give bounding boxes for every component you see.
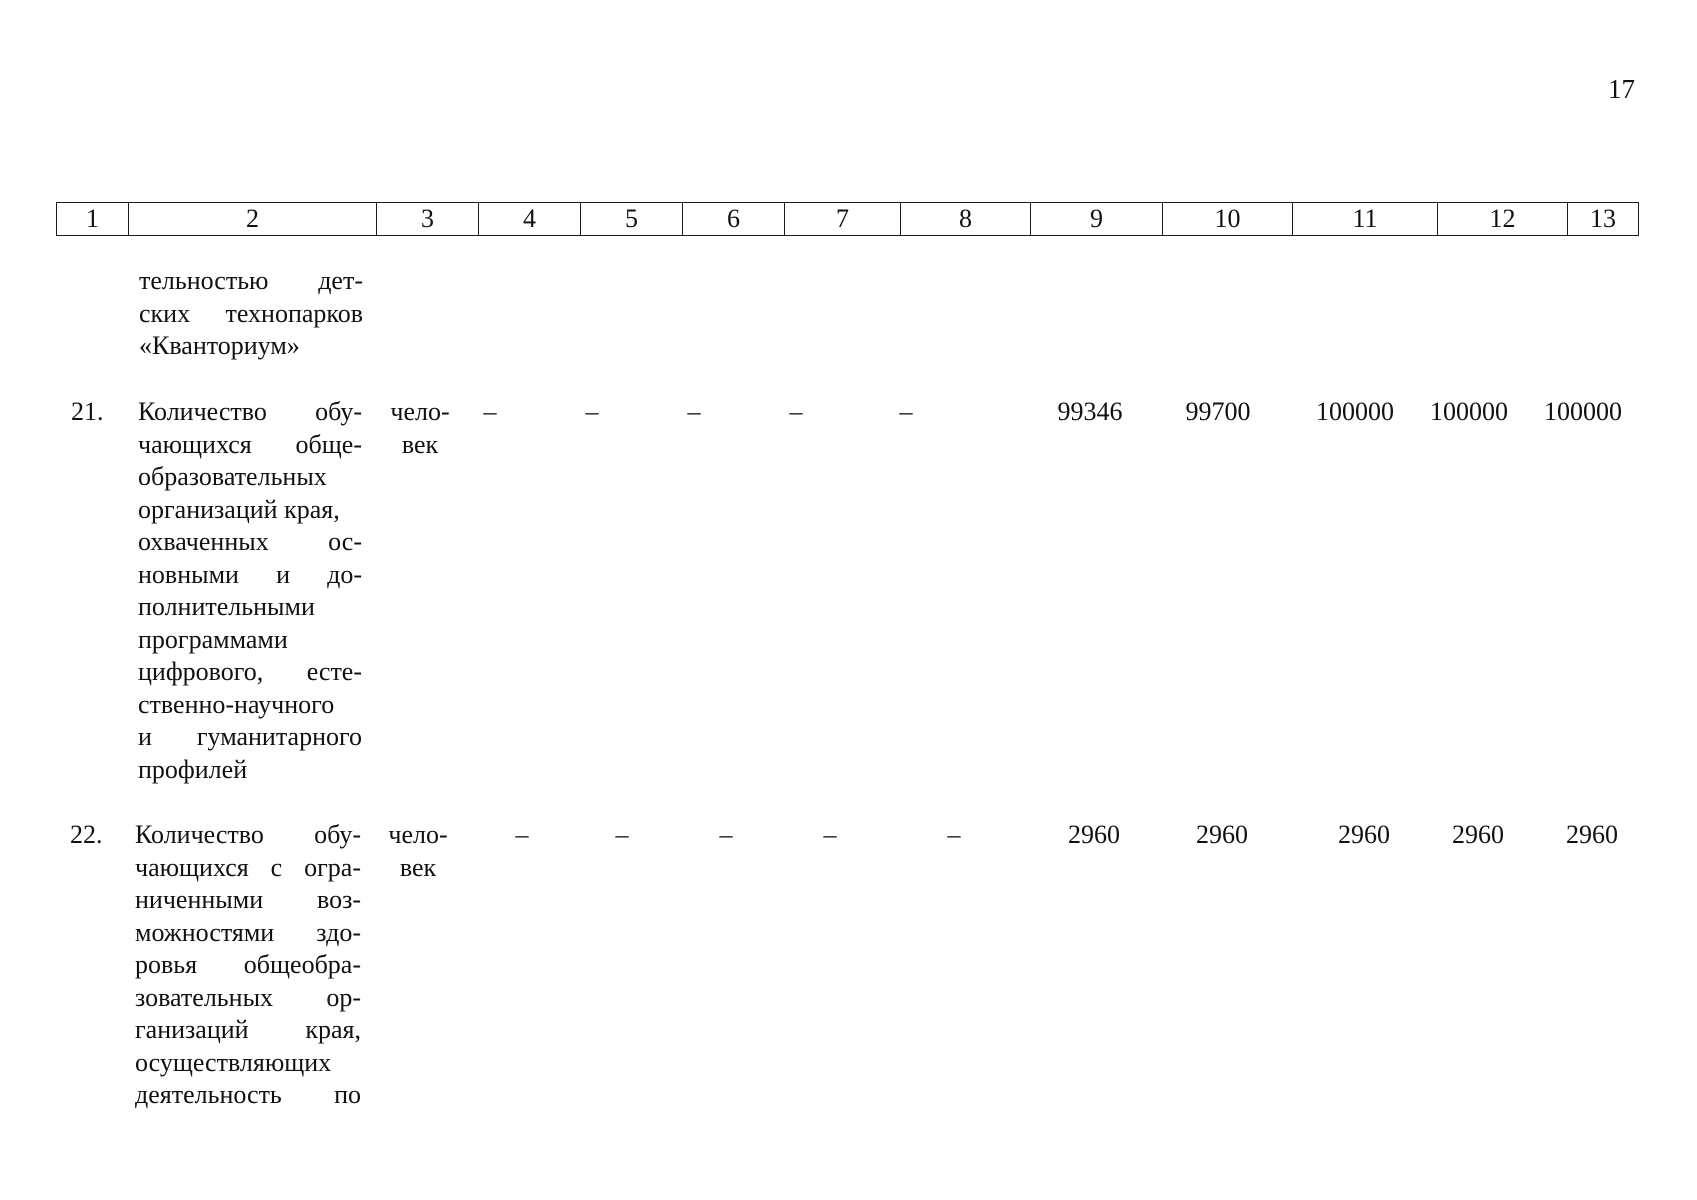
header-col-7: 7 xyxy=(785,203,901,236)
header-col-10: 10 xyxy=(1163,203,1293,236)
header-col-8: 8 xyxy=(901,203,1031,236)
value-col-7: – xyxy=(823,820,837,849)
value-col-9: 2960 xyxy=(1068,820,1120,849)
value-col-10: 99700 xyxy=(1185,397,1251,426)
name-line: ровья общеобра- xyxy=(135,950,361,979)
value-col-13: 2960 xyxy=(1566,820,1618,849)
value-col-11: 2960 xyxy=(1338,820,1390,849)
name-line: организаций края, xyxy=(138,494,340,524)
value-col-4: – xyxy=(483,397,497,426)
name-line: профилей xyxy=(138,754,248,784)
header-col-2: 2 xyxy=(129,203,377,236)
unit-line: чело- xyxy=(390,397,450,426)
name-line: охваченных ос- xyxy=(138,527,362,556)
header-col-12: 12 xyxy=(1438,203,1568,236)
name-line: чающихся обще- xyxy=(138,429,362,459)
name-line: Количество обу- xyxy=(135,820,361,849)
value-col-5: – xyxy=(585,397,599,426)
name-line: ских технопарков xyxy=(139,298,363,328)
header-col-1: 1 xyxy=(57,203,129,236)
value-col-12: 2960 xyxy=(1452,820,1504,849)
name-line: образовательных xyxy=(138,462,327,491)
name-line: ниченными воз- xyxy=(135,885,361,914)
name-line: полнительными xyxy=(138,592,315,621)
value-col-6: – xyxy=(719,820,733,849)
name-line: чающихся с огра- xyxy=(135,852,361,882)
value-col-13: 100000 xyxy=(1544,397,1622,426)
unit-line: век xyxy=(401,429,439,459)
name-line: Количество обу- xyxy=(138,397,362,426)
name-line: программами xyxy=(138,624,288,654)
value-col-12: 100000 xyxy=(1430,397,1508,426)
column-number-header xyxy=(56,202,1639,236)
name-line: можностями здо- xyxy=(135,917,361,947)
row-number: 21. xyxy=(71,397,104,426)
unit-line: чело- xyxy=(388,820,448,849)
row-number: 22. xyxy=(70,820,103,849)
name-line: осуществляющих xyxy=(135,1047,332,1077)
name-line: ганизаций края, xyxy=(135,1015,361,1044)
value-col-8: – xyxy=(899,397,913,426)
indicator-name xyxy=(135,819,361,1112)
name-line: ственно-научного xyxy=(138,689,335,719)
header-col-4: 4 xyxy=(479,203,581,236)
value-col-7: – xyxy=(789,397,803,426)
unit-of-measure xyxy=(378,819,458,884)
unit-line: век xyxy=(399,852,437,882)
header-col-5: 5 xyxy=(581,203,683,236)
header-col-13: 13 xyxy=(1568,203,1639,236)
value-col-4: – xyxy=(515,820,529,849)
unit-of-measure xyxy=(380,396,460,461)
header-col-3: 3 xyxy=(377,203,479,236)
value-col-6: – xyxy=(687,397,701,426)
name-line: цифрового, есте- xyxy=(138,657,362,686)
indicator-name xyxy=(138,396,362,786)
name-line: новными и до- xyxy=(138,559,362,589)
name-line: зовательных ор- xyxy=(135,982,361,1012)
name-line: и гуманитарного xyxy=(138,722,362,751)
name-line: тельностью дет- xyxy=(139,266,363,295)
name-line: «Кванториум» xyxy=(139,331,300,360)
header-col-11: 11 xyxy=(1293,203,1438,236)
header-col-6: 6 xyxy=(683,203,785,236)
name-line: деятельность по xyxy=(135,1080,361,1109)
page-number: 17 xyxy=(1608,74,1635,104)
value-col-11: 100000 xyxy=(1316,397,1394,426)
value-col-9: 99346 xyxy=(1057,397,1123,426)
header-col-9: 9 xyxy=(1031,203,1163,236)
value-col-5: – xyxy=(615,820,629,849)
value-col-10: 2960 xyxy=(1196,820,1248,849)
indicator-name xyxy=(139,265,363,363)
value-col-8: – xyxy=(947,820,961,849)
